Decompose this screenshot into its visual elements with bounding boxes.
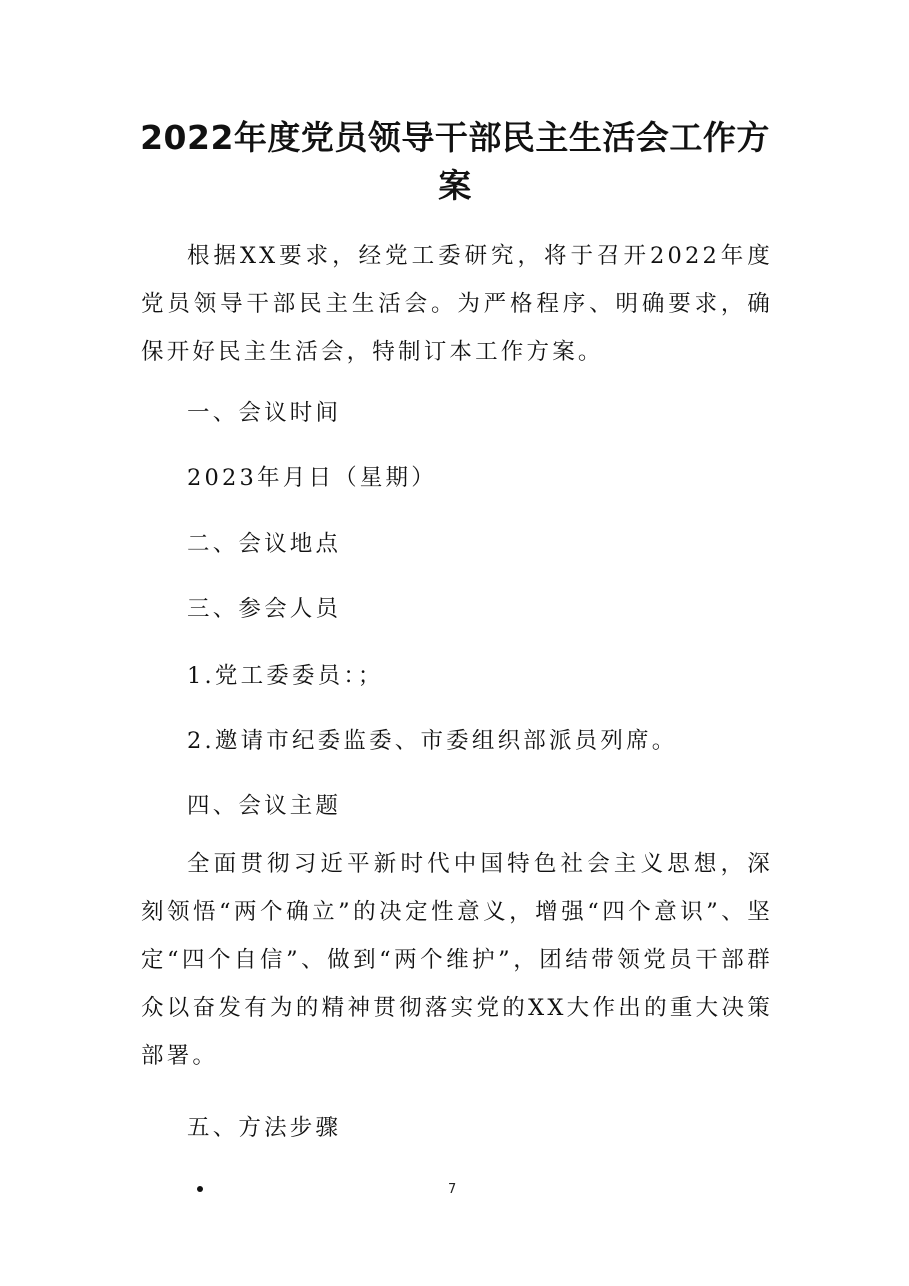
page-number: 7 bbox=[448, 1182, 457, 1197]
meeting-theme-paragraph: 全面贯彻习近平新时代中国特色社会主义思想，深刻领悟“两个确立”的决定性意义，增强“四个意识”、坚定“四个自信”、做到“两个维护”，团结带领党员干部群众以奋发有为的精神贯彻落实党的XX大作出的重大决策部署。 bbox=[141, 851, 773, 1069]
bullet-marker bbox=[197, 1186, 203, 1192]
section-heading-attendees: 三、参会人员 bbox=[187, 596, 342, 622]
section-heading-meeting-time: 一、会议时间 bbox=[187, 400, 342, 426]
intro-paragraph: 根据XX要求，经党工委研究，将于召开2022年度党员领导干部民主生活会。为严格程序、明确要求，确保开好民主生活会，特制订本工作方案。 bbox=[141, 243, 773, 365]
section-heading-meeting-location: 二、会议地点 bbox=[187, 531, 342, 557]
attendee-item-1: 1.党工委委员：； bbox=[187, 663, 384, 689]
section-heading-method-steps: 五、方法步骤 bbox=[187, 1115, 342, 1141]
section-heading-meeting-theme: 四、会议主题 bbox=[187, 793, 342, 819]
attendee-item-2: 2.邀请市纪委监委、市委组织部派员列席。 bbox=[187, 728, 678, 754]
meeting-time-value: 2023年月日（星期） bbox=[187, 465, 437, 491]
document-title: 2022年度党员领导干部民主生活会工作方案 bbox=[140, 118, 770, 205]
